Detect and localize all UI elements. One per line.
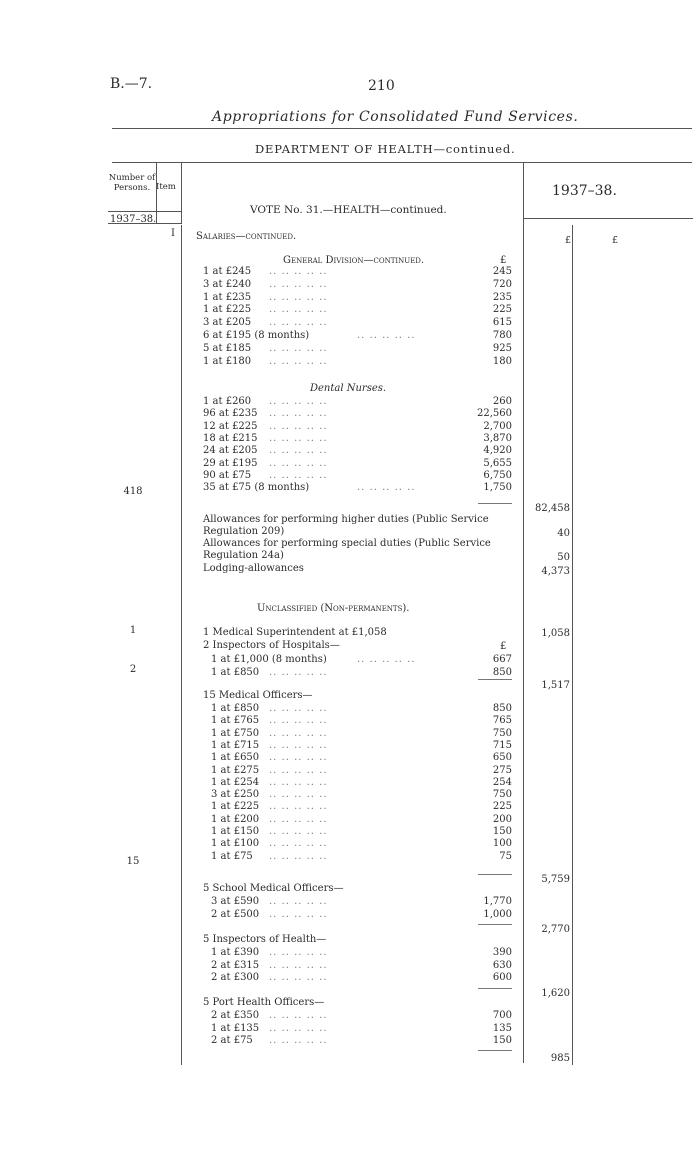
leader-dots: .. .. .. .. .. xyxy=(269,666,328,678)
item-heading: Item xyxy=(156,182,176,192)
leader-dots: .. .. .. .. .. xyxy=(269,304,328,316)
pound-sign-a: £ xyxy=(565,235,572,246)
row-label: 2 at £500 xyxy=(211,908,260,920)
row-label: 2 at £75 xyxy=(211,1035,253,1046)
number-of-persons-heading: Number of Persons. xyxy=(108,173,156,193)
leader-dots: .. .. .. .. .. xyxy=(269,291,328,303)
leader-dots: .. .. .. .. .. xyxy=(269,752,328,764)
inspectors-health-label: 5 Inspectors of Health— xyxy=(203,934,327,945)
row-amount: 75 xyxy=(499,850,512,862)
leader-dots: .. .. .. .. .. xyxy=(357,330,416,341)
school-medical-label: 5 School Medical Officers— xyxy=(203,883,344,894)
row-label: 1 at £225 xyxy=(211,801,260,813)
general-division-pound: £ xyxy=(500,255,507,266)
subtotal-rule xyxy=(478,503,512,504)
row-amount: 765 xyxy=(492,715,512,727)
header-persons-rule xyxy=(108,211,182,212)
row-amount: 1,750 xyxy=(483,482,512,494)
row-label: 1 at £275 xyxy=(211,764,260,776)
leader-dots: .. .. .. .. .. xyxy=(269,826,328,837)
row-label: 3 at £590 xyxy=(211,896,260,907)
schedule-row xyxy=(197,445,512,458)
header-rule xyxy=(112,128,692,129)
row-label: 1 at £850 xyxy=(211,703,260,714)
schedule-row xyxy=(197,1035,512,1048)
row-label: 12 at £225 xyxy=(203,420,258,432)
schedule-row xyxy=(197,789,512,802)
row-amount: 150 xyxy=(492,826,512,837)
row-amount: 715 xyxy=(492,739,512,751)
row-amount: 100 xyxy=(492,838,512,850)
leader-dots: .. .. .. .. .. xyxy=(269,972,328,983)
row-amount: 4,920 xyxy=(483,445,512,457)
row-amount: 275 xyxy=(492,764,512,776)
leader-dots: .. .. .. .. .. xyxy=(269,1022,328,1034)
port-health-total: 985 xyxy=(550,1053,570,1064)
row-amount: 150 xyxy=(492,1035,512,1046)
row-amount: 5,655 xyxy=(483,457,512,469)
leader-dots: .. .. .. .. .. xyxy=(269,959,328,971)
row-label: 3 at £240 xyxy=(203,278,252,290)
schedule-row xyxy=(197,482,512,495)
leader-dots: .. .. .. .. .. xyxy=(269,457,328,469)
row-amount: 225 xyxy=(492,801,512,813)
row-amount: 850 xyxy=(492,666,512,678)
schedule-row xyxy=(197,715,512,728)
inspectors-hospitals-label: 2 Inspectors of Hospitals— xyxy=(203,640,340,651)
row-label: 18 at £215 xyxy=(203,432,258,444)
year-heading-right: 1937–38. xyxy=(552,183,617,199)
row-amount: 3,870 xyxy=(483,432,512,444)
row-amount: 650 xyxy=(492,752,512,764)
dental-nurses-heading: Dental Nurses. xyxy=(310,383,387,394)
row-label: 1 at £650 xyxy=(211,752,260,764)
leader-dots: .. .. .. .. .. xyxy=(357,654,416,665)
leader-dots: .. .. .. .. .. xyxy=(269,838,328,850)
schedule-row xyxy=(197,972,512,985)
schedule-row xyxy=(197,826,512,839)
column-divider-amount-inner xyxy=(572,225,573,1065)
row-label: 5 at £185 xyxy=(203,342,252,354)
document-reference: B.—7. xyxy=(110,76,153,92)
allowance-special-duties-amount: 50 xyxy=(557,552,570,563)
row-label: 90 at £75 xyxy=(203,469,252,481)
lodging-allowances-amount: 4,373 xyxy=(541,566,570,577)
schedule-row xyxy=(197,814,512,827)
item-number: I xyxy=(171,228,175,239)
allowance-higher-duties: Allowances for performing higher duties (Public Service Regulation 209) xyxy=(203,514,489,537)
dental-nurses-persons: 418 xyxy=(123,486,143,497)
leader-dots: .. .. .. .. .. xyxy=(269,801,328,813)
row-label: 1 at £75 xyxy=(211,850,253,862)
row-amount: 630 xyxy=(492,959,512,971)
row-amount: 235 xyxy=(492,291,512,303)
table-top-rule xyxy=(112,162,692,163)
leader-dots: .. .. .. .. .. xyxy=(269,789,328,801)
row-label: 1 at £100 xyxy=(211,838,260,850)
schedule-row xyxy=(197,317,512,330)
leader-dots: .. .. .. .. .. xyxy=(357,482,416,494)
schedule-row xyxy=(197,396,512,409)
schedule-row xyxy=(197,266,512,279)
allowance-higher-duties-amount: 40 xyxy=(557,528,570,539)
row-amount: 135 xyxy=(492,1022,512,1034)
row-amount: 720 xyxy=(492,278,512,290)
subtotal-rule xyxy=(478,1050,512,1051)
schedule-row xyxy=(197,654,512,667)
leader-dots: .. .. .. .. .. xyxy=(269,764,328,776)
schedule-row xyxy=(197,752,512,765)
schedule-row xyxy=(197,343,512,356)
row-label: 1 at £1,000 (8 months) xyxy=(211,654,327,665)
row-amount: 667 xyxy=(492,654,512,665)
schedule-row xyxy=(197,896,512,909)
row-label: 24 at £205 xyxy=(203,445,258,457)
leader-dots: .. .. .. .. .. xyxy=(269,1010,328,1021)
header-year-rule xyxy=(523,218,693,219)
subtotal-rule xyxy=(478,874,512,875)
row-label: 1 at £390 xyxy=(211,947,260,958)
leader-dots: .. .. .. .. .. xyxy=(269,469,328,481)
subtotal-rule xyxy=(478,679,512,680)
inspectors-hospitals-pound: £ xyxy=(500,641,507,652)
leader-dots: .. .. .. .. .. xyxy=(269,813,328,825)
row-amount: 615 xyxy=(492,317,512,329)
schedule-row xyxy=(197,777,512,790)
leader-dots: .. .. .. .. .. xyxy=(269,342,328,354)
row-amount: 700 xyxy=(492,1010,512,1021)
inspectors-hospitals-total: 1,517 xyxy=(541,680,570,691)
leader-dots: .. .. .. .. .. xyxy=(269,317,328,329)
leader-dots: .. .. .. .. .. xyxy=(269,908,328,920)
schedule-row xyxy=(197,1010,512,1023)
medical-officers-label: 15 Medical Officers— xyxy=(203,690,313,701)
schedule-row xyxy=(197,740,512,753)
schedule-row xyxy=(197,667,512,680)
row-amount: 1,770 xyxy=(483,896,512,907)
leader-dots: .. .. .. .. .. xyxy=(269,408,328,420)
schedule-row xyxy=(197,838,512,851)
leader-dots: .. .. .. .. .. xyxy=(269,850,328,862)
column-divider-item xyxy=(181,163,182,223)
page-number: 210 xyxy=(368,78,395,94)
row-amount: 254 xyxy=(492,776,512,788)
leader-dots: .. .. .. .. .. xyxy=(269,420,328,432)
vote-title: VOTE No. 31.—HEALTH—continued. xyxy=(250,204,447,216)
row-label: 29 at £195 xyxy=(203,457,258,469)
leader-dots: .. .. .. .. .. xyxy=(269,739,328,751)
schedule-row xyxy=(197,304,512,317)
port-health-label: 5 Port Health Officers— xyxy=(203,997,325,1008)
subtotal-rule xyxy=(478,924,512,925)
row-amount: 180 xyxy=(492,355,512,367)
row-label: 35 at £75 (8 months) xyxy=(203,482,310,494)
schedule-row xyxy=(197,960,512,973)
schedule-row xyxy=(197,1023,512,1036)
row-label: 1 at £254 xyxy=(211,776,260,788)
row-amount: 750 xyxy=(492,789,512,801)
row-amount: 225 xyxy=(492,304,512,316)
row-amount: 2,700 xyxy=(483,420,512,432)
leader-dots: .. .. .. .. .. xyxy=(269,947,328,958)
superintendent-persons: 1 xyxy=(129,625,137,636)
leader-dots: .. .. .. .. .. xyxy=(269,278,328,290)
row-label: 6 at £195 (8 months) xyxy=(203,330,310,341)
row-label: 1 at £750 xyxy=(211,727,260,739)
leader-dots: .. .. .. .. .. xyxy=(269,896,328,907)
allowance-special-duties: Allowances for performing special duties (Public Service Regulation 24a) xyxy=(203,538,491,561)
leader-dots: .. .. .. .. .. xyxy=(269,1035,328,1046)
row-label: 1 at £235 xyxy=(203,291,252,303)
schedule-row xyxy=(197,703,512,716)
row-label: 96 at £235 xyxy=(203,408,258,420)
row-label: 2 at £350 xyxy=(211,1010,260,1021)
leader-dots: .. .. .. .. .. xyxy=(269,703,328,714)
schedule-row xyxy=(197,433,512,446)
leader-dots: .. .. .. .. .. xyxy=(269,396,328,407)
page-title: Appropriations for Consolidated Fund Services. xyxy=(212,109,579,125)
row-amount: 1,000 xyxy=(483,908,512,920)
row-label: 1 at £225 xyxy=(203,304,252,316)
row-amount: 260 xyxy=(492,396,512,407)
superintendent-total: 1,058 xyxy=(541,628,570,639)
lodging-allowances: Lodging-allowances xyxy=(203,563,304,574)
row-label: 2 at £315 xyxy=(211,959,260,971)
row-label: 1 at £850 xyxy=(211,666,260,678)
schedule-row xyxy=(197,356,512,369)
superintendent-label: 1 Medical Superintendent at £1,058 xyxy=(203,627,387,638)
leader-dots: .. .. .. .. .. xyxy=(269,266,328,277)
schedule-row xyxy=(197,421,512,434)
schedule-row xyxy=(197,330,512,343)
row-amount: 750 xyxy=(492,727,512,739)
row-amount: 780 xyxy=(492,330,512,341)
schedule-row xyxy=(197,458,512,471)
schedule-row xyxy=(197,765,512,778)
row-label: 1 at £135 xyxy=(211,1022,260,1034)
school-medical-total: 2,770 xyxy=(541,924,570,935)
dental-nurses-total: 82,458 xyxy=(535,503,570,514)
schedule-row xyxy=(197,728,512,741)
salaries-heading: Salaries—continued. xyxy=(196,231,297,242)
schedule-row xyxy=(197,279,512,292)
row-amount: 925 xyxy=(492,342,512,354)
row-label: 1 at £765 xyxy=(211,715,260,727)
leader-dots: .. .. .. .. .. xyxy=(269,776,328,788)
leader-dots: .. .. .. .. .. xyxy=(269,727,328,739)
subtotal-rule xyxy=(478,988,512,989)
row-label: 2 at £300 xyxy=(211,972,260,983)
row-amount: 245 xyxy=(492,266,512,277)
row-label: 3 at £250 xyxy=(211,789,260,801)
column-divider-amount xyxy=(523,163,524,1063)
row-amount: 850 xyxy=(492,703,512,714)
general-division-heading: General Division—continued. xyxy=(283,255,425,266)
column-divider-description xyxy=(181,225,182,1065)
leader-dots: .. .. .. .. .. xyxy=(269,432,328,444)
schedule-row xyxy=(197,947,512,960)
pound-sign-b: £ xyxy=(612,235,619,246)
row-label: 1 at £260 xyxy=(203,396,252,407)
row-label: 1 at £245 xyxy=(203,266,252,277)
schedule-row xyxy=(197,470,512,483)
schedule-row xyxy=(197,909,512,922)
medical-officers-persons: 15 xyxy=(126,856,140,867)
leader-dots: .. .. .. .. .. xyxy=(269,355,328,367)
schedule-row xyxy=(197,408,512,421)
year-heading-left: 1937–38. xyxy=(110,214,157,225)
row-amount: 200 xyxy=(492,813,512,825)
inspectors-hospitals-persons: 2 xyxy=(129,664,137,675)
schedule-row xyxy=(197,292,512,305)
unclassified-heading: Unclassified (Non-permanents). xyxy=(257,603,410,614)
row-amount: 390 xyxy=(492,947,512,958)
medical-officers-total: 5,759 xyxy=(541,874,570,885)
row-label: 1 at £150 xyxy=(211,826,260,837)
row-label: 1 at £200 xyxy=(211,813,260,825)
row-amount: 600 xyxy=(492,972,512,983)
row-label: 3 at £205 xyxy=(203,317,252,329)
leader-dots: .. .. .. .. .. xyxy=(269,715,328,727)
row-label: 1 at £715 xyxy=(211,739,260,751)
schedule-row xyxy=(197,851,512,864)
schedule-row xyxy=(197,801,512,814)
row-label: 1 at £180 xyxy=(203,355,252,367)
row-amount: 6,750 xyxy=(483,469,512,481)
department-heading: DEPARTMENT OF HEALTH—continued. xyxy=(255,142,516,156)
inspectors-health-total: 1,620 xyxy=(541,988,570,999)
row-amount: 22,560 xyxy=(477,408,512,420)
leader-dots: .. .. .. .. .. xyxy=(269,445,328,457)
